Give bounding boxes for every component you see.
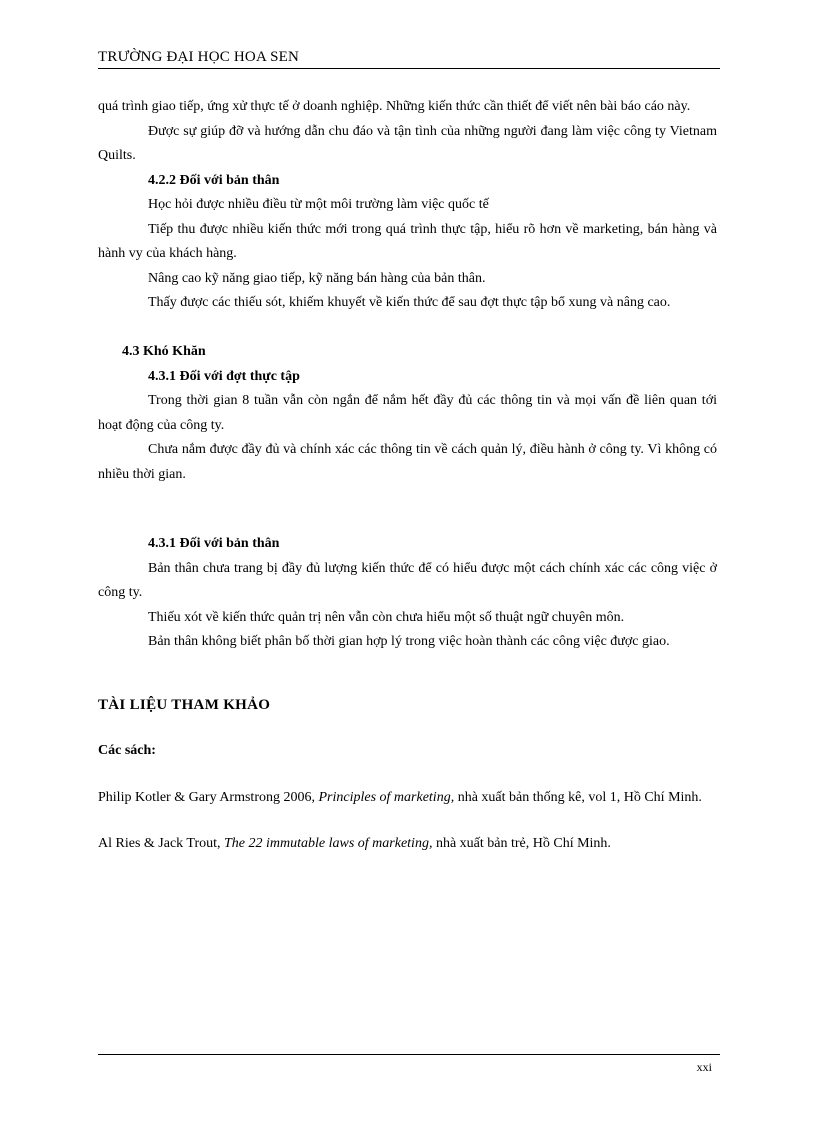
spacer xyxy=(98,810,717,832)
spacer xyxy=(98,487,717,532)
paragraph: Tiếp thu được nhiều kiến thức mới trong quá trình thực tập, hiểu rõ hơn về marketing, bán hàng và hành vy của khách hàng. xyxy=(98,221,717,261)
paragraph: quá trình giao tiếp, ứng xử thực tế ở doanh nghiệp. Những kiến thức cần thiết để viết nên bài báo cáo này. xyxy=(98,99,691,114)
reference-publisher: nhà xuất bản thống kê, vol 1, Hồ Chí Minh. xyxy=(454,789,702,805)
reference-title: The 22 immutable laws of marketing, xyxy=(224,836,433,851)
section-heading-4-3: 4.3 Khó Khăn xyxy=(122,344,206,359)
document-body xyxy=(98,95,717,857)
section-heading-4-3-1-internship: 4.3.1 Đối với đợt thực tập xyxy=(148,368,300,384)
spacer xyxy=(98,717,717,739)
references-heading: TÀI LIỆU THAM KHẢO xyxy=(98,696,271,713)
reference-title: Principles of marketing, xyxy=(318,789,455,805)
spacer xyxy=(98,764,717,786)
paragraph: Học hỏi được nhiều điều từ một môi trường làm việc quốc tế xyxy=(148,197,489,212)
reference-publisher: nhà xuất bản trẻ, Hồ Chí Minh. xyxy=(432,836,611,851)
paragraph: Thiếu xót về kiến thức quản trị nên vẫn còn chưa hiểu một số thuật ngữ chuyên môn. xyxy=(148,609,625,625)
paragraph: Nâng cao kỹ năng giao tiếp, kỹ năng bán hàng của bản thân. xyxy=(148,270,486,286)
header-divider xyxy=(98,68,720,69)
paragraph: Bản thân không biết phân bố thời gian hợp lý trong việc hoàn thành các công việc được giao. xyxy=(148,634,670,649)
section-heading-4-2-2: 4.2.2 Đối với bản thân xyxy=(148,172,280,188)
books-label: Các sách: xyxy=(98,743,156,758)
reference-item xyxy=(98,832,717,857)
page-number: xxi xyxy=(696,1060,712,1074)
paragraph: Trong thời gian 8 tuần vẫn còn ngắn để nắm hết đầy đủ các thông tin và mọi vấn đề liên quan tới hoạt động của công ty. xyxy=(98,393,717,433)
paragraph: Chưa nắm được đầy đủ và chính xác các thông tin về cách quản lý, điều hành ở công ty. Vì không có nhiều thời gian. xyxy=(98,442,717,482)
section-heading-4-3-1-self: 4.3.1 Đối với bản thân xyxy=(148,536,280,551)
spacer xyxy=(98,316,717,341)
reference-item xyxy=(98,786,717,811)
paragraph: Được sự giúp đỡ và hướng dẫn chu đáo và tận tình của những người đang làm việc công ty Vietnam Quilts. xyxy=(98,123,717,163)
spacer xyxy=(98,655,717,693)
paragraph: Thấy được các thiếu sót, khiếm khuyết về kiến thức để sau đợt thực tập bổ xung và nâng cao. xyxy=(148,295,671,310)
footer-divider xyxy=(98,1054,720,1055)
page-header-title: TRƯỜNG ĐẠI HỌC HOA SEN xyxy=(98,49,300,65)
reference-authors: Al Ries & Jack Trout, xyxy=(98,836,225,851)
paragraph: Bản thân chưa trang bị đầy đủ lượng kiến thức để có hiểu được một cách chính xác các công việc ở công ty. xyxy=(98,560,717,600)
reference-authors: Philip Kotler & Gary Armstrong 2006, xyxy=(98,789,319,805)
